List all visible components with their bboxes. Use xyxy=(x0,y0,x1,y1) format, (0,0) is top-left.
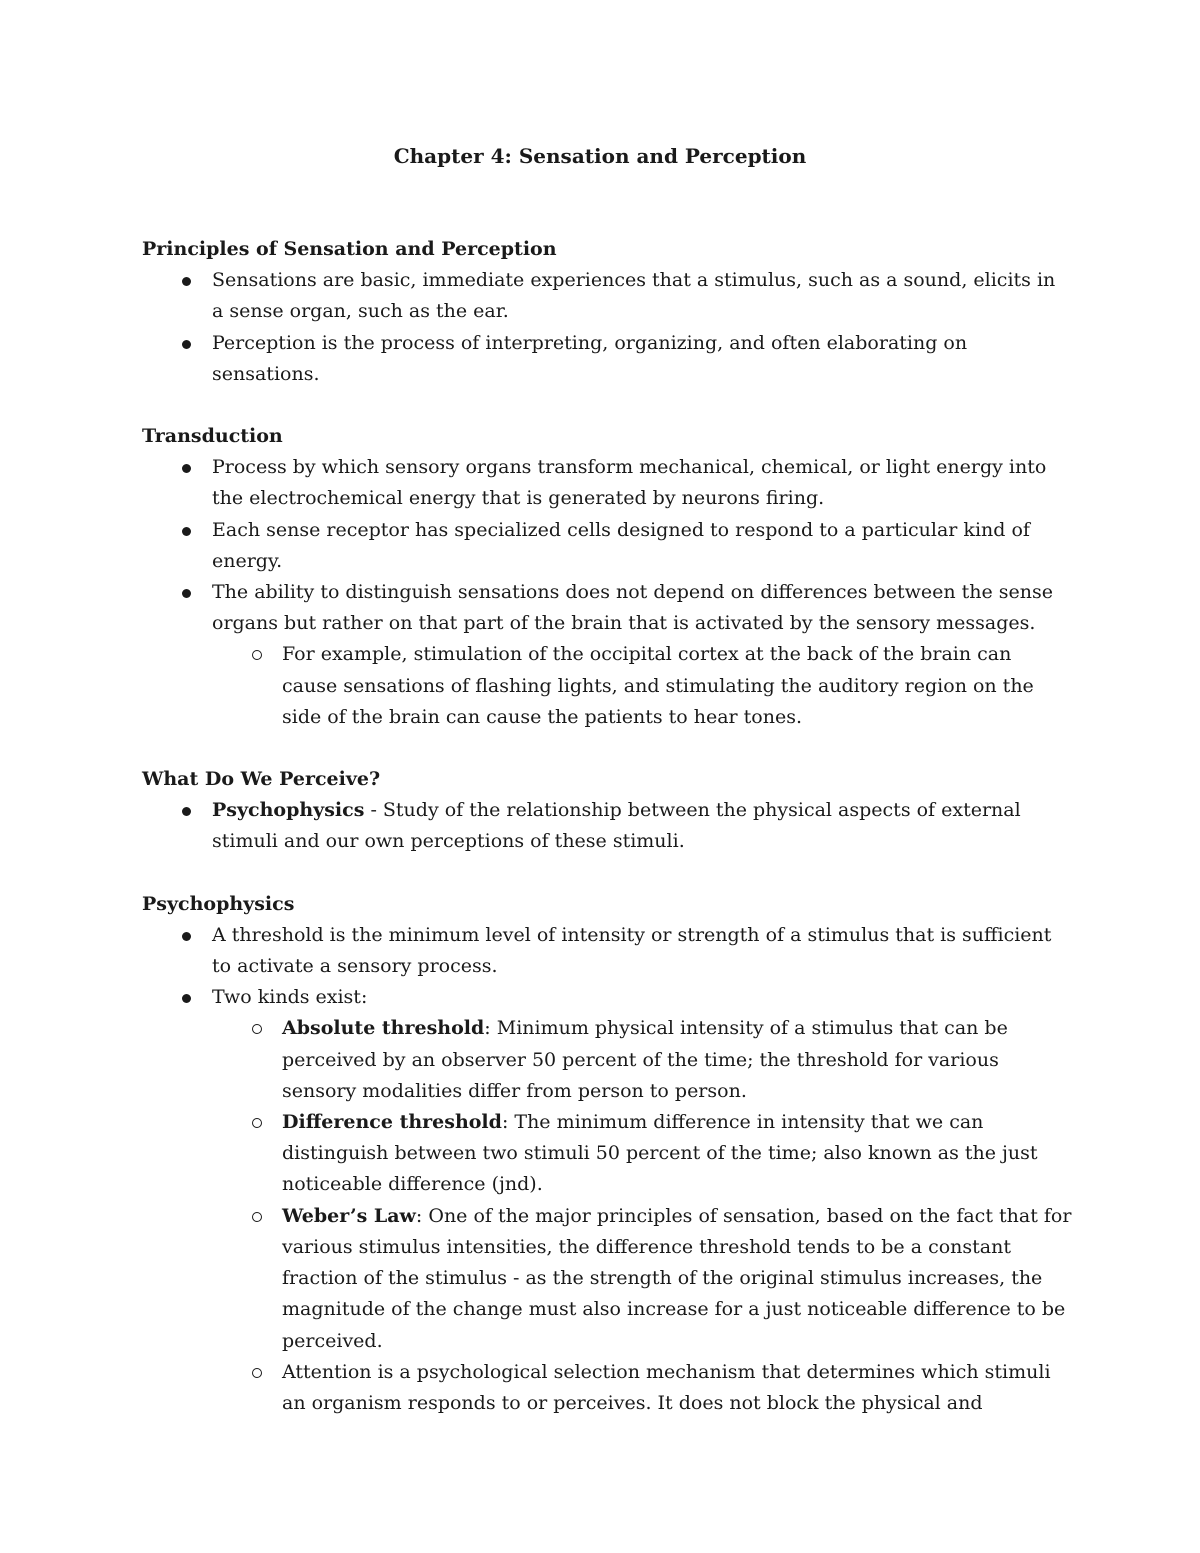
section-heading: Transduction xyxy=(142,425,283,448)
bullet-list xyxy=(142,452,1072,733)
list-item-text: Each sense receptor has specialized cells designed to respond to a particular kind of energy. xyxy=(212,518,1030,572)
term-label: Weber’s Law xyxy=(282,1204,416,1227)
term-label: Difference threshold xyxy=(282,1111,502,1134)
bullet-dot-icon xyxy=(182,277,191,286)
bullet-list xyxy=(142,920,1072,1419)
list-item-text: The ability to distinguish sensations does not depend on differences between the sense organs but rather on that part of the brain that is activated by the sensory messages. xyxy=(212,581,1053,635)
sub-list-item xyxy=(212,1201,1072,1357)
bullet-list xyxy=(142,795,1072,857)
document-body xyxy=(142,234,1072,1419)
list-item xyxy=(142,452,1072,514)
sub-list-item-text: Attention is a psychological selection mechanism that determines which stimuli an organism responds to or perceives. It does not block the physical and xyxy=(282,1360,1051,1414)
sub-list-item-text: : Minimum physical intensity of a stimulus that can be perceived by an observer 50 percent of the time; the threshold for various sensory modalities differ from person to person. xyxy=(282,1017,1008,1102)
list-item-text: - Study of the relationship between the physical aspects of external stimuli and our own perceptions of these stimuli. xyxy=(212,799,1021,853)
sub-list-item xyxy=(212,639,1072,733)
term-label: Psychophysics xyxy=(212,799,365,822)
bullet-dot-icon xyxy=(182,994,191,1003)
list-item xyxy=(142,920,1072,982)
list-item xyxy=(142,982,1072,1419)
sub-list-item-text: : One of the major principles of sensation, based on the fact that for various stimulus intensities, the difference threshold tends to be a constant fraction of the stimulus - as the strength of the original stimulus increases, the magnitude of the change must also increase for a just noticeable difference to be perceived. xyxy=(282,1204,1072,1352)
bullet-circle-icon xyxy=(252,1212,262,1222)
section-heading: Psychophysics xyxy=(142,892,295,915)
list-item xyxy=(142,577,1072,733)
bullet-circle-icon xyxy=(252,1118,262,1128)
sub-list-item xyxy=(212,1107,1072,1201)
list-item xyxy=(142,328,1072,390)
section-heading: What Do We Perceive? xyxy=(142,768,381,791)
list-item xyxy=(142,265,1072,327)
list-item-text: Perception is the process of interpreting, organizing, and often elaborating on sensations. xyxy=(212,331,968,385)
sub-bullet-list xyxy=(212,1013,1072,1419)
list-item xyxy=(142,515,1072,577)
bullet-dot-icon xyxy=(182,932,191,941)
sub-list-item-text: : The minimum difference in intensity that we can distinguish between two stimuli 50 percent of the time; also known as the just noticeable difference (jnd). xyxy=(282,1111,1038,1196)
bullet-dot-icon xyxy=(182,340,191,349)
bullet-dot-icon xyxy=(182,807,191,816)
bullet-circle-icon xyxy=(252,1024,262,1034)
section-heading: Principles of Sensation and Perception xyxy=(142,238,557,260)
list-item-text: A threshold is the minimum level of intensity or strength of a stimulus that is sufficient to activate a sensory process. xyxy=(212,923,1052,978)
section-what-do-we-perceive xyxy=(142,764,1072,858)
list-item-text: Two kinds exist: xyxy=(212,986,368,1009)
bullet-circle-icon xyxy=(252,650,262,660)
bullet-dot-icon xyxy=(182,464,191,473)
list-item xyxy=(142,795,1072,857)
list-item-text: Process by which sensory organs transform mechanical, chemical, or light energy into the electrochemical energy that is generated by neurons firing. xyxy=(212,456,1047,510)
page-title: Chapter 4: Sensation and Perception xyxy=(393,144,807,168)
section-psychophysics xyxy=(142,889,1072,1419)
section-principles xyxy=(142,234,1072,390)
sub-list-item-text: For example, stimulation of the occipital cortex at the back of the brain can cause sensations of flashing lights, and stimulating the auditory region on the side of the brain can cause the patients to hear tones. xyxy=(282,643,1034,728)
term-label: Absolute threshold xyxy=(282,1017,485,1040)
section-transduction xyxy=(142,421,1072,733)
bullet-dot-icon xyxy=(182,589,191,598)
sub-bullet-list xyxy=(212,639,1072,733)
bullet-list xyxy=(142,265,1072,390)
bullet-dot-icon xyxy=(182,527,191,536)
sub-list-item xyxy=(212,1013,1072,1107)
list-item-text: Sensations are basic, immediate experiences that a stimulus, such as a sound, elicits in a sense organ, such as the ear. xyxy=(212,269,1056,323)
bullet-circle-icon xyxy=(252,1368,262,1378)
sub-list-item xyxy=(212,1357,1072,1419)
